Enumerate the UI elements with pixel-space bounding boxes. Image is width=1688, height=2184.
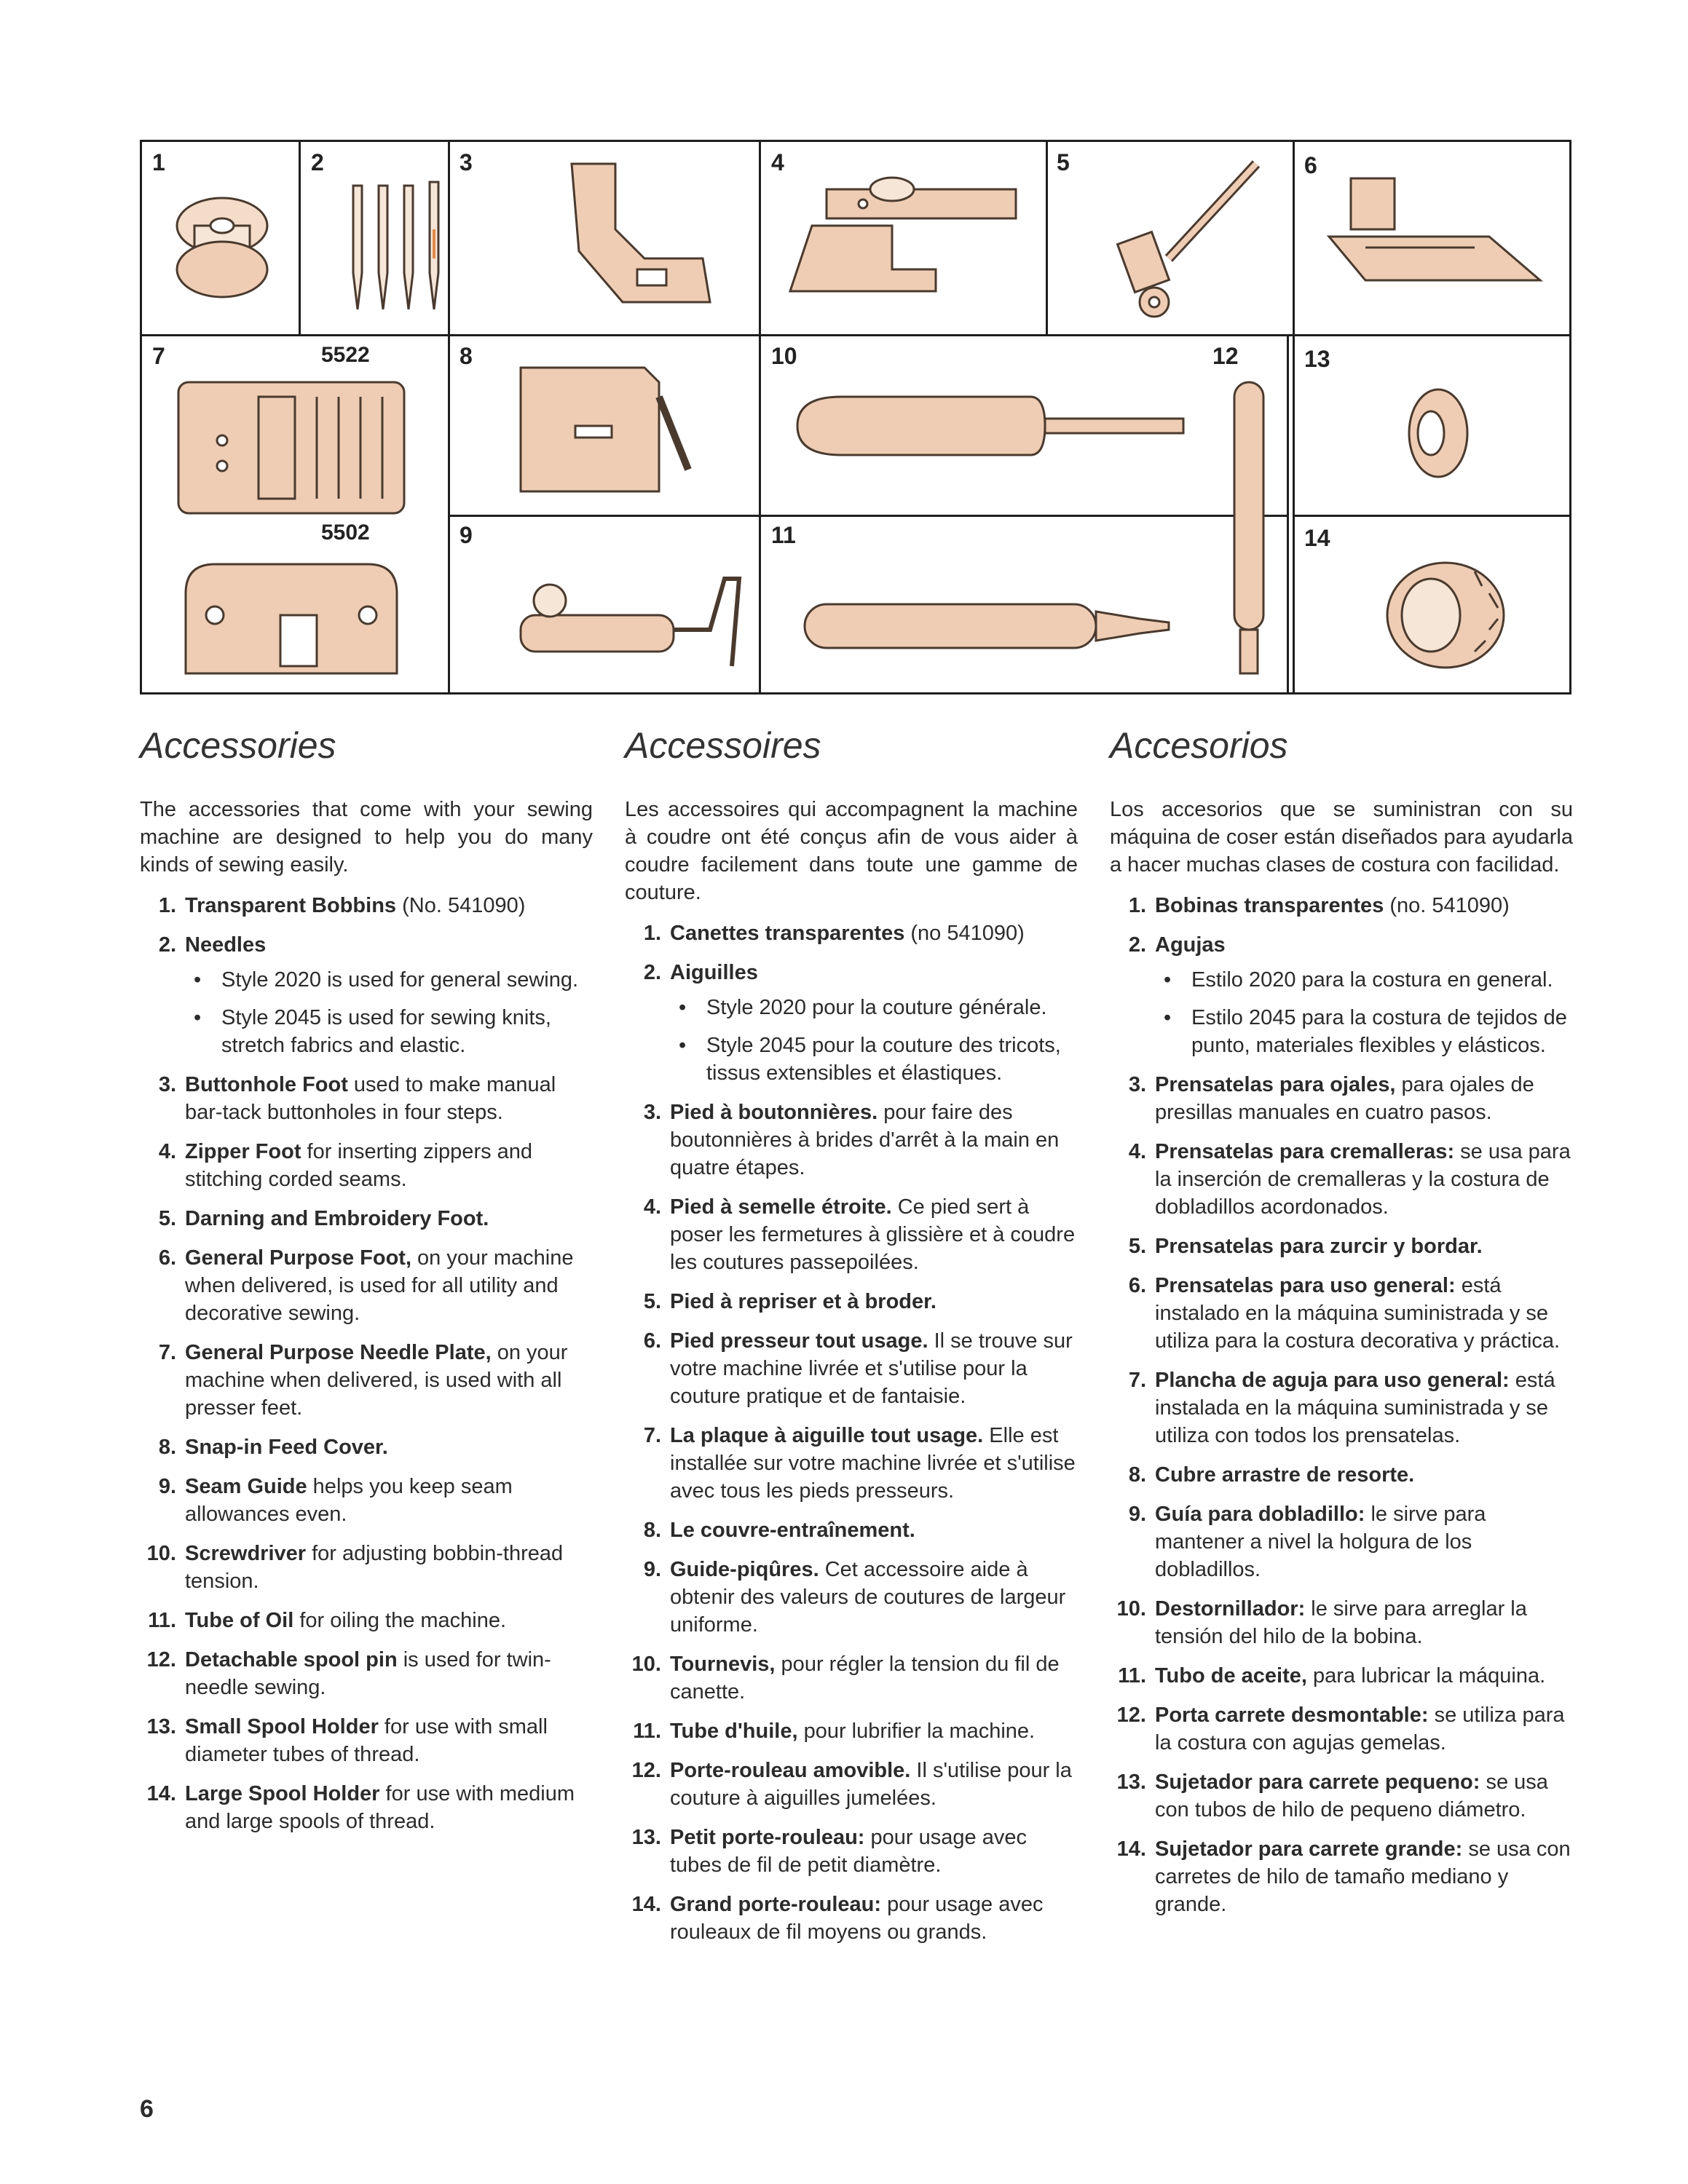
needle-style-item: • Style 2020 is used for general sewing. [185,966,593,994]
cell-number-4: 4 [771,149,784,175]
list-item: 5. Pied à repriser et à broder. [643,1290,936,1313]
list-item: 10. Destornillador: le sirve para arreglar la tensión del hilo de la bobina. [1116,1597,1527,1648]
small-spool-holder-illustration [1380,375,1496,499]
list-item: 11. Tubo de aceite, para lubricar la máquina. [1118,1664,1546,1688]
list-item: 12. Porta carrete desmontable: se utiliza para la costura con agujas gemelas. [1116,1704,1565,1754]
list-item: 12. Porte-rouleau amovible. Il s'utilise pour la couture à aiguilles jumelées. [631,1759,1072,1810]
list-item: 10. Screwdriver for adjusting bobbin-thread tension. [146,1542,564,1593]
cell-number-7: 7 [152,343,165,369]
cell-number-11: 11 [771,522,796,548]
cell-number-12: 12 [1212,343,1239,369]
list-item: 8. Le couvre-entraînement. [643,1519,915,1542]
list-item: 6. General Purpose Foot, on your machine when delivered, is used for all utility and decorative sewing. [158,1246,574,1325]
cell-number-14: 14 [1304,525,1330,551]
cell-number-5: 5 [1057,149,1070,175]
list-item: 8. Cubre arrastre de resorte. [1128,1463,1415,1487]
list-item: 9. Guía para dobladillo: le sirve para mantener a nivel la holgura de los dobladillos. [1128,1503,1486,1581]
list-item: 7. Plancha de aguja para uso general: está instalada en la máquina suministrada y se utiliza con todos los prensatelas. [1128,1369,1555,1447]
spanish-column [1110,724,1573,1930]
cell-number-8: 8 [460,343,473,369]
cell-number-1: 1 [152,149,165,175]
general-purpose-foot-illustration [1322,164,1555,324]
list-item: 14. Sujetador para carrete grande: se usa con carretes de hilo de tamaño mediano y grande. [1116,1837,1571,1916]
french-intro: Les accessoires qui accompagnent la machine à coudre ont été conçus afin de vous aider à coudre facilement dans toute une gamme de couture. [625,798,1078,904]
list-item: 11. Tube of Oil for oiling the machine. [148,1609,507,1632]
list-item: 4. Prensatelas para cremalleras: se usa para la inserción de cremalleras y la costura de dobladillos acordonados. [1128,1140,1571,1219]
list-item: 13. Sujetador para carrete pequeno: se usa con tubos de hilo de pequeno diámetro. [1116,1770,1548,1821]
english-heading: Accessories [140,725,336,766]
feed-cover-illustration [506,353,710,506]
spool-pin-illustration [1212,375,1285,681]
needle-style-item: • Estilo 2045 para la costura de tejidos de punto, materiales flexibles y elásticos. [1155,1004,1573,1059]
english-column [140,724,593,1847]
list-item: 8. Snap-in Feed Cover. [158,1436,388,1459]
list-item: 6. Pied presseur tout usage. Il se trouve sur votre machine livrée et s'utilise pour la couture pratique et de fantaisie. [643,1329,1073,1408]
list-item: 2. Aiguilles • Style 2020 pour la couture générale. • Style 2045 pour la couture des tricots, tissus extensibles et élastiques. [625,959,1078,1087]
list-item: 2. Agujas • Estilo 2020 para la costura en general. • Estilo 2045 para la costura de tejidos de punto, materiales flexibles y elásticos. [1110,931,1573,1059]
plate-number-5502: 5502 [321,521,370,545]
list-item: 1. Canettes transparentes (no 541090) [643,922,1025,945]
list-item: 5. Prensatelas para zurcir y bordar. [1128,1235,1483,1258]
plate-number-5522: 5522 [321,343,370,367]
needle-style-item: • Style 2045 is used for sewing knits, stretch fabrics and elastic. [185,1004,593,1059]
needle-style-item: • Estilo 2020 para la costura en general. [1155,966,1573,994]
list-item: 7. La plaque à aiguille tout usage. Elle est installée sur votre machine livrée et s'utilise avec tous les pieds presseurs. [643,1424,1076,1503]
needles-illustration [339,164,448,324]
cell-number-6: 6 [1304,152,1317,178]
seam-guide-illustration [506,550,746,681]
list-item: 13. Small Spool Holder for use with small diameter tubes of thread. [146,1715,548,1766]
list-item: 2. Needles • Style 2020 is used for general sewing. • Style 2045 is used for sewing knits, stretch fabrics and elastic. [140,931,593,1059]
cell-number-9: 9 [460,522,473,548]
list-item: 4. Zipper Foot for inserting zippers and stitching corded seams. [158,1140,533,1191]
list-item: 4. Pied à semelle étroite. Ce pied sert à poser les fermetures à glissière et à coudre les coutures passepoilées. [643,1195,1076,1274]
french-heading: Accessoires [625,725,821,766]
list-item: 14. Grand porte-rouleau: pour usage avec rouleaux de fil moyens ou grands. [631,1893,1044,1944]
list-item: 1. Transparent Bobbins (No. 541090) [158,894,526,917]
darning-foot-illustration [1081,157,1285,324]
cell-number-3: 3 [460,149,473,175]
list-item: 3. Pied à boutonnières. pour faire des boutonnières à brides d'arrêt à la main en quatre étapes. [643,1101,1060,1179]
english-item-list [140,892,593,1835]
zipper-foot-illustration [783,160,1038,328]
list-item: 12. Detachable spool pin is used for twin-needle sewing. [146,1648,551,1699]
needle-style-item: • Style 2020 pour la couture générale. [670,994,1078,1021]
list-item: 14. Large Spool Holder for use with medium and large spools of thread. [146,1782,575,1833]
english-intro: The accessories that come with your sewing machine are designed to help you do many kinds of sewing easily. [140,798,593,877]
list-item: 3. Prensatelas para ojales, para ojales de presillas manuales en cuatro pasos. [1128,1073,1534,1124]
list-item: 11. Tube d'huile, pour lubrifier la machine. [633,1720,1036,1743]
list-item: 1. Bobinas transparentes (no. 541090) [1128,894,1510,917]
spanish-heading: Accesorios [1110,725,1288,766]
list-item: 5. Darning and Embroidery Foot. [158,1207,489,1230]
list-item: 9. Guide-piqûres. Cet accessoire aide à obtenir des valeurs de coutures de largeur uniforme. [643,1558,1066,1637]
needle-style-item: • Style 2045 pour la couture des tricots, tissus extensibles et élastiques. [670,1032,1078,1087]
spanish-item-list [1110,892,1573,1918]
accessories-figure [140,140,1571,695]
list-item: 7. General Purpose Needle Plate, on your machine when delivered, is used with all presser feet. [158,1341,568,1420]
list-item: 10. Tournevis, pour régler la tension du fil de canette. [631,1653,1060,1704]
needle-plate-5522-illustration [171,375,411,521]
french-item-list [625,919,1078,1946]
cell-number-2: 2 [311,149,324,175]
large-spool-holder-illustration [1373,550,1518,681]
spanish-intro: Los accesorios que se suministran con su máquina de coser están diseñados para ayudarla a hacer muchas clases de costura con facilidad. [1110,798,1573,877]
cell-number-10: 10 [771,343,797,369]
screwdriver-illustration [790,382,1198,470]
buttonhole-foot-illustration [550,157,725,324]
list-item: 6. Prensatelas para uso general: está instalado en la máquina suministrada y se utiliza para la costura decorativa y práctica. [1128,1274,1561,1353]
french-column [625,724,1078,1958]
list-item: 9. Seam Guide helps you keep seam allowances even. [158,1475,513,1526]
list-item: 13. Petit porte-rouleau: pour usage avec tubes de fil de petit diamètre. [631,1826,1027,1877]
page-number: 6 [140,2095,154,2123]
list-item: 3. Buttonhole Foot used to make manual bar-tack buttonholes in four steps. [158,1073,556,1124]
bobbin-illustration [164,186,280,302]
cell-number-13: 13 [1304,346,1330,372]
oil-tube-illustration [790,579,1198,666]
needle-plate-5502-illustration [171,550,411,688]
